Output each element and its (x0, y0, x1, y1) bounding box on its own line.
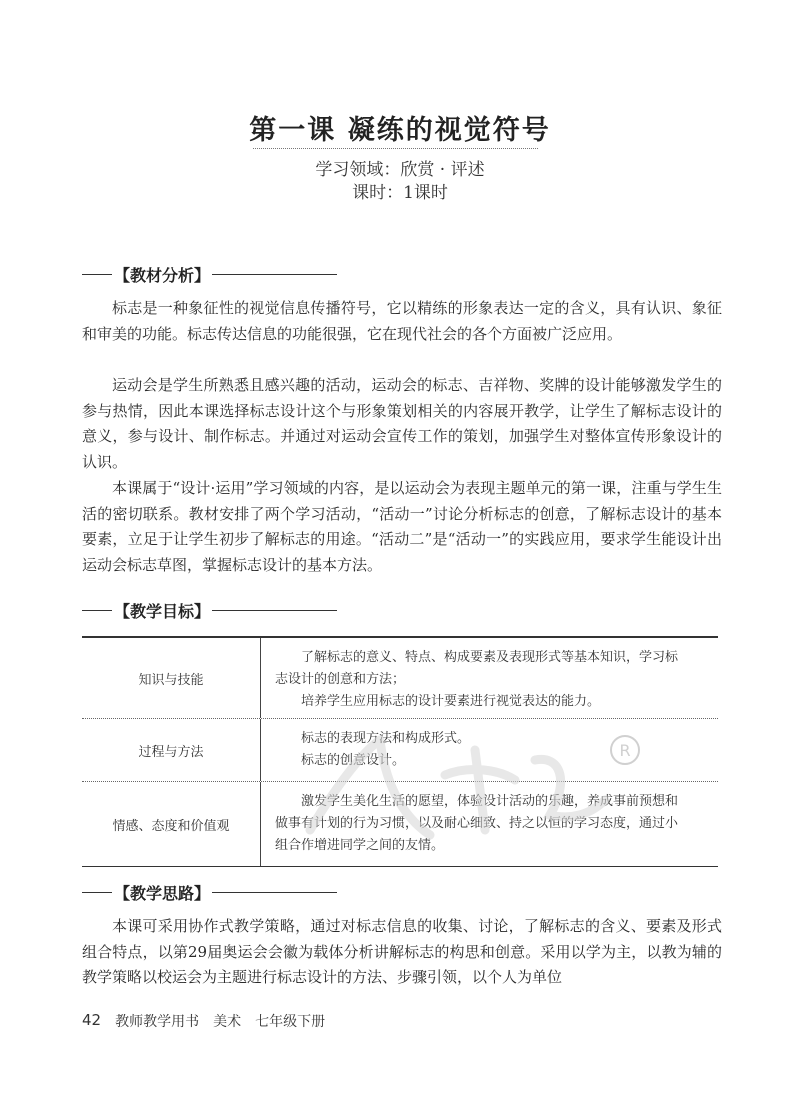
heading-rule-left (82, 274, 112, 275)
page-footer (82, 1011, 325, 1031)
section-title: 【教学思路】 (114, 883, 211, 903)
objectives-table (82, 636, 718, 867)
objective-line: 标志的创意设计。 (301, 753, 406, 768)
heading-rule-right (212, 274, 337, 275)
objective-line: 培养学生应用标志的设计要素进行视觉表达的能力。 (301, 694, 601, 709)
objective-label: 知识与技能 (138, 672, 204, 688)
objective-line: 激发学生美化生活的愿望，体验设计活动的乐趣，养成事前预想和做事有计划的行为习惯，以及耐心细致、持之以恒的学习态度，通过小组合作增进同学之间的友情。 (275, 794, 679, 853)
grade-label: 七年级下册 (255, 1014, 326, 1030)
approach-paragraph: 本课可采用协作式教学策略，通过对标志信息的收集、讨论，了解标志的含义、要素及形式组合特点，以第29届奥运会会徽为载体分析讲解标志的构思和创意。采用以学为主，以教为辅的教学策略以校运会为主题进行标志设计的方法、步骤引领，以个人为单位 (82, 917, 722, 986)
objective-row-attitude (82, 781, 718, 866)
objective-line: 了解标志的意义、特点、构成要素及表现形式等基本知识，学习标志设计的创意和方法； (275, 650, 679, 687)
analysis-paragraph-1: 标志是一种象征性的视觉信息传播符号，它以精练的形象表达一定的含义，具有认识、象征和审美的功能。标志传达信息的功能很强，它在现代社会的各个方面被广泛应用。 (82, 299, 722, 343)
heading-rule-right (212, 610, 337, 611)
objective-label: 过程与方法 (138, 744, 204, 760)
heading-rule-left (82, 892, 112, 893)
objective-content (260, 719, 718, 781)
analysis-paragraph-3: 本课属于“设计·运用”学习领域的内容，是以运动会为表现主题单元的第一课，注重与学生生活的密切联系。教材安排了两个学习活动，“活动一”讨论分析标志的创意，了解标志设计的基本要素，立足于让学生初步了解标志的用途。“活动二”是“活动一”的实践应用，要求学生能设计出运动会标志草图，掌握标志设计的基本方法。 (82, 479, 722, 574)
objective-line: 标志的表现方法和构成形式。 (301, 731, 471, 746)
class-hours: 课时：1课时 (352, 183, 448, 203)
lesson-title: 第一课 凝练的视觉符号 (249, 115, 551, 146)
objective-row-process (82, 718, 718, 781)
section-title: 【教学目标】 (114, 601, 211, 621)
analysis-paragraph-2: 运动会是学生所熟悉且感兴趣的活动，运动会的标志、吉祥物、奖牌的设计能够激发学生的参与热情，因此本课选择标志设计这个与形象策划相关的内容展开教学，让学生了解标志设计的意义，参与设计、制作标志。并通过对运动会宣传工作的策划，加强学生对整体宣传形象设计的认识。 (82, 376, 722, 471)
objective-row-knowledge (82, 638, 718, 718)
heading-rule-left (82, 610, 112, 611)
section-heading-analysis (82, 262, 337, 286)
heading-rule-right (212, 892, 337, 893)
page-number: 42 (82, 1011, 102, 1029)
section-heading-approach (82, 880, 337, 904)
title-underline (253, 148, 538, 149)
section-heading-objectives (82, 598, 337, 622)
objective-content (260, 782, 718, 866)
learning-field: 学习领域：欣赏 · 评述 (315, 160, 485, 180)
section-title: 【教材分析】 (114, 265, 211, 285)
book-name: 教师教学用书 (115, 1014, 200, 1030)
subject-name: 美术 (213, 1014, 242, 1030)
objective-label: 情感、态度和价值观 (112, 818, 230, 834)
svg-text:R: R (619, 741, 631, 760)
objective-content (260, 638, 718, 718)
